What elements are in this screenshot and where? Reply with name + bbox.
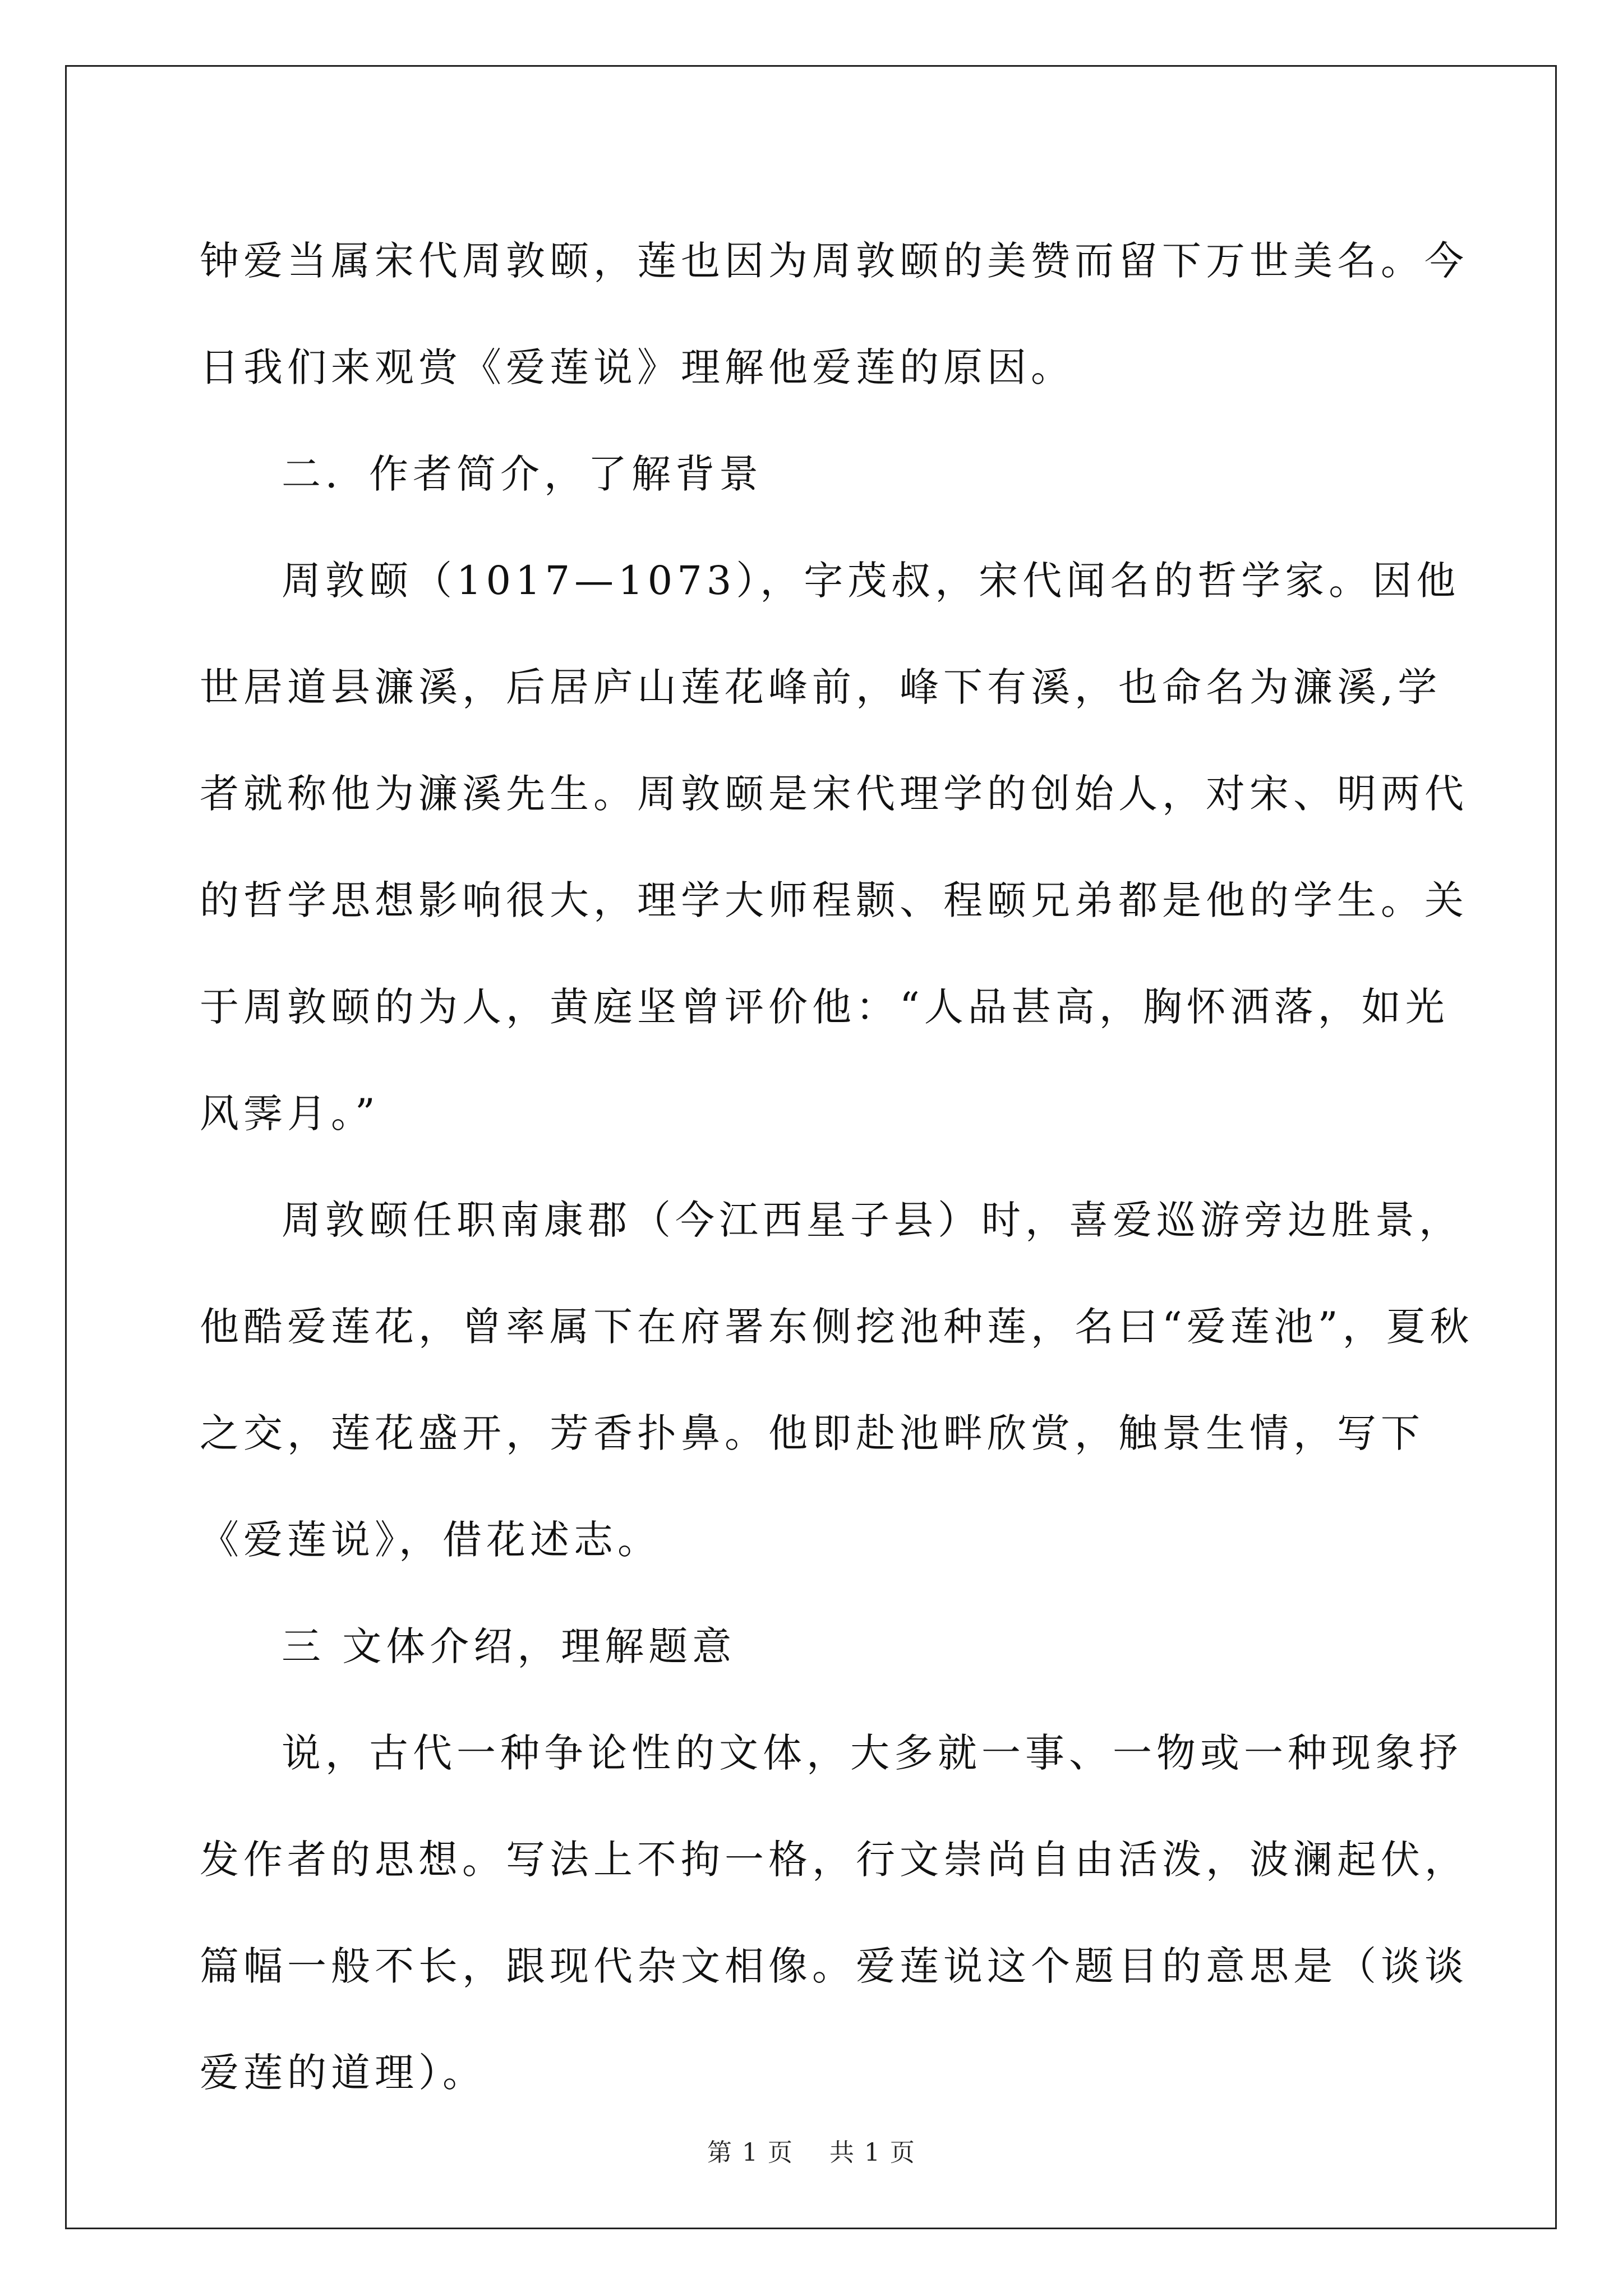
paragraph-author-bio: 周敦颐（1017—1073），字茂叔，宋代闻名的哲学家。因他世居道县濂溪，后居庐山莲花峰前，峰下有溪，也命名为濂溪,学者就称他为濂溪先生。周敦颐是宋代理学的创始人，对宋、明两代的哲学思想影响很大，理学大师程颢、程颐兄弟都是他的学生。关于周敦颐的为人，黄庭坚曾评价他：“人品甚高，胸怀洒落，如光风霁月。”: [200, 558, 1468, 1137]
page-footer: [0, 2136, 1623, 2170]
paragraph-intro-continuation: 钟爱当属宋代周敦颐，莲也因为周敦颐的美赞而留下万世美名。今日我们来观赏《爱莲说》理解他爱莲的原因。: [200, 238, 1468, 390]
page-number-label: 第 1 页 共 1 页: [707, 2138, 916, 2167]
heading-author-intro: 二．作者简介，了解背景: [282, 451, 763, 497]
heading-genre-intro: 三 文体介绍，理解题意: [282, 1623, 736, 1669]
document-body: [200, 208, 1484, 2126]
paragraph-background: 周敦颐任职南康郡（今江西星子县）时，喜爱巡游旁边胜景，他酷爱莲花，曾率属下在府署东侧挖池种莲，名曰“爱莲池”，夏秋之交，莲花盛开，芳香扑鼻。他即赴池畔欣赏，触景生情，写下《爱莲说》，借花述志。: [200, 1197, 1474, 1563]
paragraph-genre: 说，古代一种争论性的文体，大多就一事、一物或一种现象抒发作者的思想。写法上不拘一格，行文崇尚自由活泼，波澜起伏，篇幅一般不长，跟现代杂文相像。爱莲说这个题目的意思是（谈谈爱莲的道理）。: [200, 1730, 1468, 2096]
